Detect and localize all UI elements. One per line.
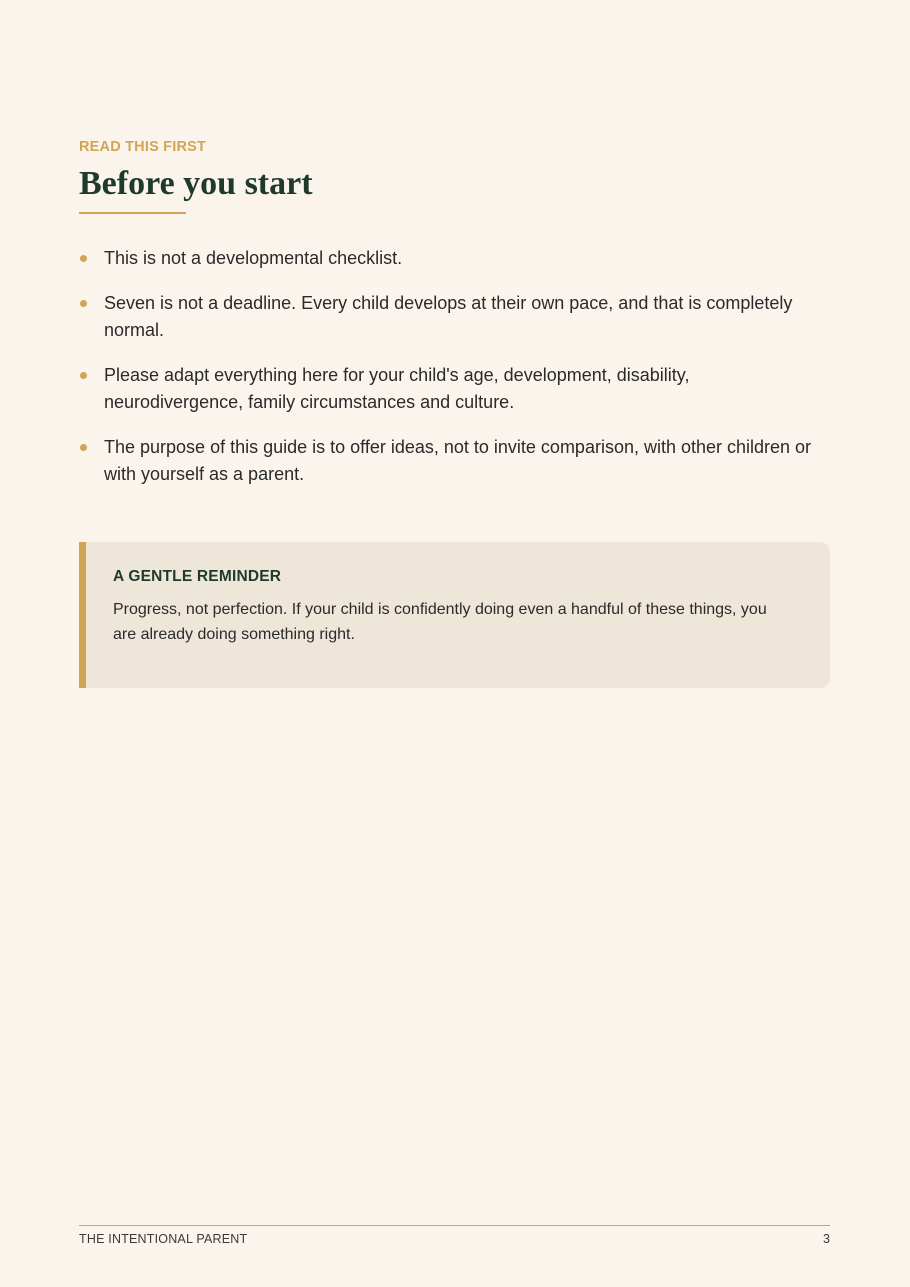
title-underline [79,212,186,214]
callout-body: Progress, not perfection. If your child is confidently doing even a handful of these things, you are already doing something right. [113,601,767,643]
guidance-list [79,245,830,506]
list-item-text: Seven is not a deadline. Every child develops at their own pace, and that is completely normal. [104,293,793,340]
list-item [79,245,830,272]
footer-page-number: 3 [823,1232,830,1246]
list-item [79,362,830,416]
list-item-text: Please adapt everything here for your child's age, development, disability, neurodivergence, family circumstances and culture. [104,365,690,412]
bullet-dot-icon [80,300,87,307]
list-item-text: The purpose of this guide is to offer ideas, not to invite comparison, with other children or with yourself as a parent. [104,437,812,484]
footer-publication-name: THE INTENTIONAL PARENT [79,1232,248,1246]
page-title: Before you start [79,165,313,202]
gentle-reminder-callout [79,542,830,688]
list-item-text: This is not a developmental checklist. [104,248,403,268]
footer-divider [79,1225,830,1226]
bullet-dot-icon [80,372,87,379]
bullet-dot-icon [80,255,87,262]
page [79,0,830,1287]
bullet-dot-icon [80,444,87,451]
callout-title: A GENTLE REMINDER [113,568,282,585]
list-item [79,434,830,488]
list-item [79,290,830,344]
section-kicker: READ THIS FIRST [79,139,207,155]
